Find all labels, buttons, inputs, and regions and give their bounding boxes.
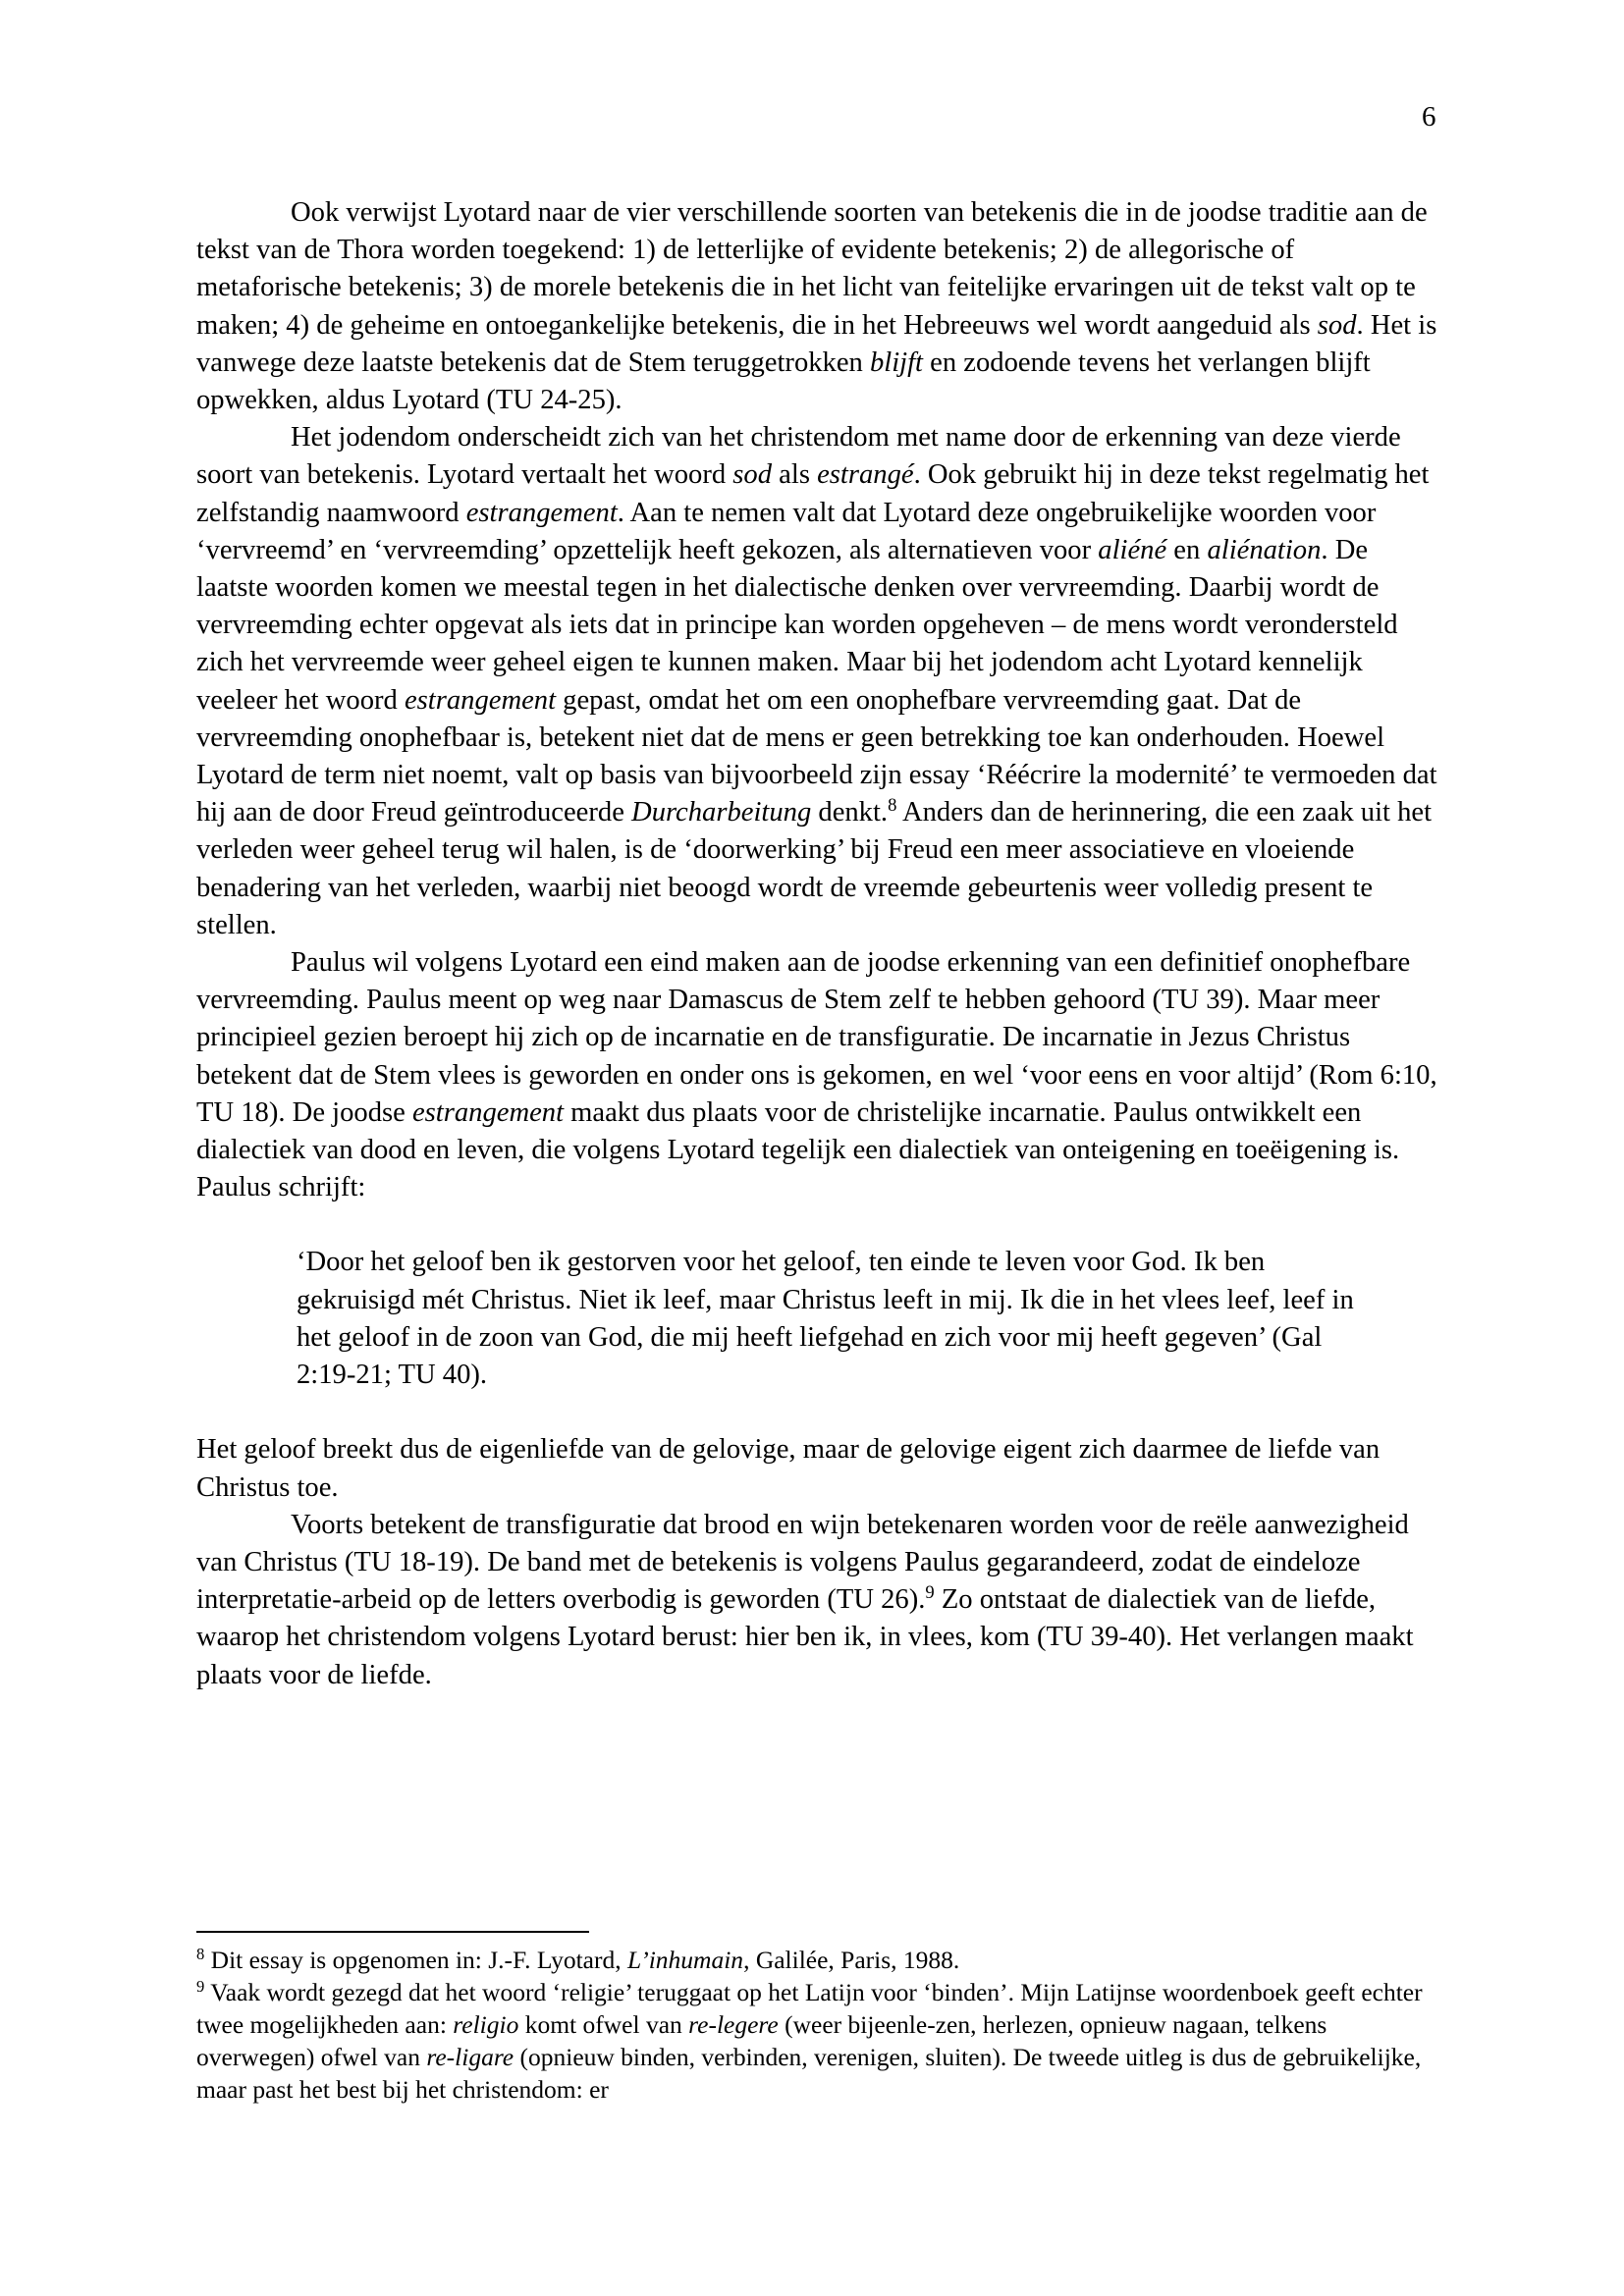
footnote-divider xyxy=(196,1931,589,1933)
paragraph xyxy=(196,194,1441,419)
text-run: maakt dus plaats voor de christelijke incarnatie. Paulus ontwikkelt een dialectiek van dood en leven, die volgens Lyotard tegelijk een dialectiek van onteigening en toeëigening is. Paulus schrijft: xyxy=(196,1096,1400,1203)
text-run: en zodoende tevens het verlangen blijft opwekken, aldus Lyotard (TU 24-25). xyxy=(196,347,1371,416)
paragraph xyxy=(196,419,1441,944)
text-run: . Het is vanwege deze laatste betekenis dat de Stem teruggetrokken xyxy=(196,309,1437,378)
text-run: als xyxy=(772,459,818,491)
italic-term: estrangé xyxy=(817,459,914,491)
text-run: Het jodendom onderscheidt zich van het christendom met name door de erkenning van deze vierde soort van betekenis. Lyotard vertaalt het woord xyxy=(196,422,1401,491)
text-run: Paulus wil volgens Lyotard een eind maken aan de joodse erkenning van een definitief onophefbare vervreemding. Paulus meent op weg naar Damascus de Stem zelf te hebben gehoord (TU 39). Maar meer principieel gezien beroept hij zich op de incarnatie en de transfiguratie. De incarnatie in Jezus Christus betekent dat de Stem vlees is geworden en onder ons is gekomen, en wel ‘voor eens en voor altijd’ (Rom 6:10, TU 18). De joodse xyxy=(196,947,1437,1128)
italic-term: estrangement xyxy=(411,1096,565,1128)
text-run: Anders dan de herinnering, die een zaak uit het verleden weer geheel terug wil halen, is de ‘doorwerking’ bij Freud een meer associatieve en vloeiende benadering van het verleden, waarbij niet beoogd wordt de vreemde gebeurtenis weer volledig present te stellen. xyxy=(196,797,1433,940)
text-run: Voorts betekent de transfiguratie dat brood en wijn betekenaren worden voor de reële aanwezigheid van Christus (TU 18-19). De band met de betekenis is volgens Paulus gegarandeerd, zodat de eindeloze interpretatie-arbeid op de letters overbodig is geworden (TU 26). xyxy=(196,1509,1409,1616)
footnote-ref: 8 xyxy=(196,1944,205,1963)
block-quote: ‘Door het geloof ben ik gestorven voor het geloof, ten einde te leven voor God. Ik ben gekruisigd mét Christus. Niet ik leef, maar Christus leeft in mij. Ik die in het vlees leef, leef in het geloof in de zoon van God, die mij heeft liefgehad en zich voor mij heeft gegeven’ (Gal 2:19-21; TU 40). xyxy=(297,1247,1354,1391)
italic-term: re-legere xyxy=(688,2010,779,2039)
text-run: . Aan te nemen valt dat Lyotard deze ongebruikelijke woorden voor ‘vervreemd’ en ‘vervreemding’ opzettelijk heeft gekozen, als alternatieven voor xyxy=(196,497,1377,565)
text-run: Ook verwijst Lyotard naar de vier verschillende soorten van betekenis die in de joodse traditie aan de tekst van de Thora worden toegekend: 1) de letterlijke of evidente betekenis; 2) de allegorische of metaforische betekenis; 3) de morele betekenis die in het licht van feitelijke ervaringen uit de tekst valt op te maken; 4) de geheime en ontoegankelijke betekenis, die in het Hebreeuws wel wordt aangeduid als xyxy=(196,197,1428,341)
paragraph xyxy=(196,1431,1441,1506)
italic-term: aliéné xyxy=(1098,534,1167,565)
italic-term: Durcharbeitung xyxy=(631,797,812,828)
italic-term: L’inhumain xyxy=(627,1946,744,1974)
footnote xyxy=(196,1944,1441,1976)
footnote-ref: 9 xyxy=(925,1581,935,1603)
italic-term: aliénation xyxy=(1207,534,1322,565)
paragraphs-after-quote xyxy=(196,1431,1441,1693)
text-run: Het geloof breekt dus de eigenliefde van de gelovige, maar de gelovige eigent zich daarmee de liefde van Christus toe. xyxy=(196,1434,1380,1503)
text-run: Vaak wordt gezegd dat het woord ‘religie’ teruggaat op het Latijn voor ‘binden’. Mijn Latijnse woordenboek geeft echter twee mogelijkheden aan: xyxy=(196,1978,1423,2039)
text-run: denkt. xyxy=(811,797,889,828)
italic-term: sod xyxy=(1317,309,1357,341)
italic-term: sod xyxy=(732,459,773,491)
page-number: 6 xyxy=(1422,101,1436,133)
text-run: . De laatste woorden komen we meestal tegen in het dialectische denken over vervreemding. Daarbij wordt de vervreemding echter opgevat als iets dat in principe kan worden opgeheven – de mens wordt verondersteld zich het vervreemde weer geheel eigen te kunnen maken. Maar bij het jodendom acht Lyotard kennelijk veeleer het woord xyxy=(196,534,1398,716)
text-run: . Ook gebruikt hij in deze tekst regelmatig het zelfstandig naamwoord xyxy=(196,459,1430,528)
footnote-ref: 8 xyxy=(888,795,897,817)
italic-term: re-ligare xyxy=(426,2043,514,2071)
paragraphs-before-quote xyxy=(196,194,1441,1206)
footnotes xyxy=(196,1944,1441,2106)
footnote xyxy=(196,1976,1441,2106)
text-run: en xyxy=(1166,534,1208,565)
italic-term: estrangement xyxy=(404,684,557,716)
text-run: (weer bijeenle-zen, herlezen, opnieuw nagaan, telkens overwegen) ofwel van xyxy=(196,2010,1327,2071)
text-run: gepast, omdat het om een onophefbare vervreemding gaat. Dat de vervreemding onophefbaar is, betekent niet dat de mens er geen betrekking toe kan onderhouden. Hoewel Lyotard de term niet noemt, valt op basis van bijvoorbeeld zijn essay ‘Réécrire la modernité’ te vermoeden dat hij aan de door Freud geïntroduceerde xyxy=(196,684,1437,828)
main-text xyxy=(196,194,1441,1694)
italic-term: religio xyxy=(453,2010,519,2039)
italic-term: estrangement xyxy=(465,497,618,528)
text-run: (opnieuw binden, verbinden, verenigen, sluiten). De tweede uitleg is dus de gebruikelijke, maar past het best bij het christendom: er xyxy=(196,2043,1422,2104)
text-run: Dit essay is opgenomen in: J.-F. Lyotard, xyxy=(204,1946,627,1974)
text-run: komt ofwel van xyxy=(518,2010,689,2039)
paragraph xyxy=(196,944,1441,1206)
footnote-ref: 9 xyxy=(196,1976,205,1996)
italic-term: blijft xyxy=(869,347,924,378)
paragraph xyxy=(196,1507,1441,1694)
text-run: , Galilée, Paris, 1988. xyxy=(743,1946,960,1974)
text-run: Zo ontstaat de dialectiek van de liefde, waarop het christendom volgens Lyotard berust: hier ben ik, in vlees, kom (TU 39-40). Het verlangen maakt plaats voor de liefde. xyxy=(196,1584,1414,1690)
